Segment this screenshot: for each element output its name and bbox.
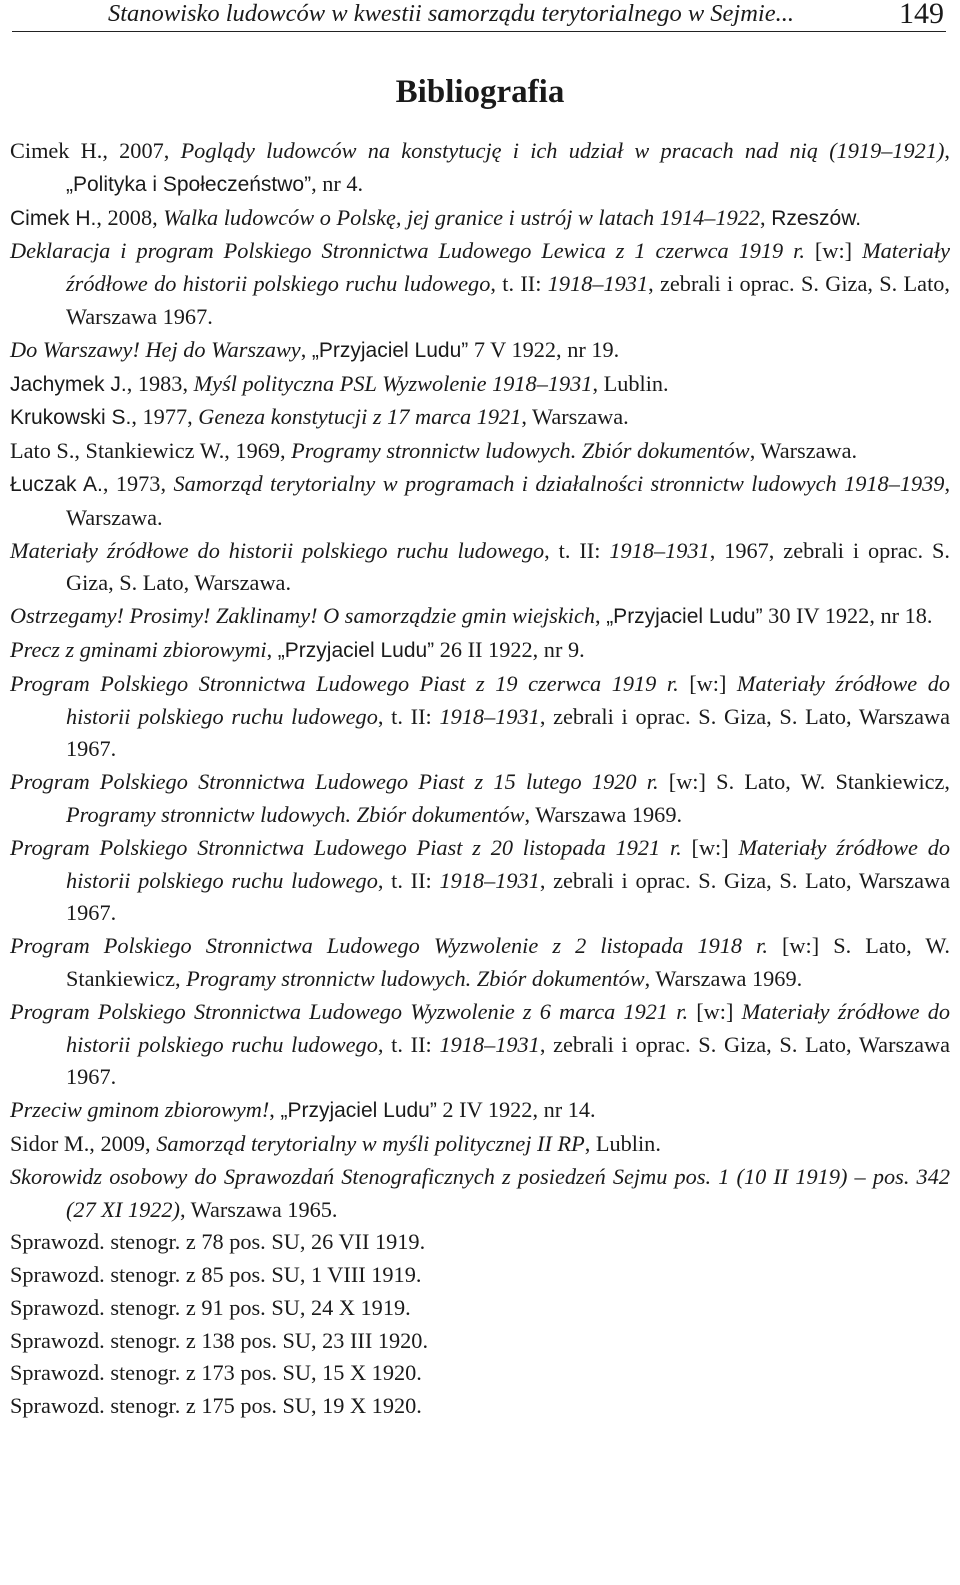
entry-text-segment: „Polityka i Społeczeństwo” — [66, 172, 312, 196]
entry-italic-segment: Samorząd terytorialny w programach i działalności stronnictw ludowych 1918–1939 — [173, 470, 945, 496]
entry-italic-segment: Geneza konstytucji z 17 marca 1921 — [198, 404, 522, 430]
bibliography-entry — [10, 401, 950, 435]
entry-italic-segment: Poglądy ludowców na konstytucję i ich udział w pracach nad nią (1919–1921) — [180, 138, 945, 163]
bibliography-entry — [10, 1259, 950, 1292]
bibliography-list — [10, 135, 950, 1423]
entry-text-segment: [w:] S. Lato, W. Stankiewicz, — [66, 933, 950, 991]
entry-text-segment: , t. II: — [377, 1031, 440, 1057]
entry-text-segment: , — [266, 636, 278, 662]
bibliography-entry — [10, 368, 950, 402]
entry-italic-segment: Do Warszawy! Hej do Warszawy — [10, 336, 301, 362]
entry-text-segment: , 1973, — [102, 470, 174, 496]
entry-text-segment: , zebrali i oprac. S. Giza, S. Lato, Warszawa 1967. — [66, 867, 950, 926]
entry-text-segment: , Warszawa 1969. — [524, 801, 683, 827]
entry-text-segment: , — [300, 336, 312, 362]
entry-italic-segment: Deklaracja i program Polskiego Stronnictwa Ludowego Lewica z 1 czerwca 1919 r. — [10, 238, 805, 264]
entry-text-segment: Sidor M., 2009, — [10, 1130, 157, 1156]
entry-italic-segment: Programy stronnictw ludowych. Zbiór dokumentów — [186, 965, 645, 991]
bibliography-entry — [10, 1161, 950, 1227]
entry-text-segment: , t. II: — [377, 703, 440, 729]
entry-text-segment: , — [595, 603, 607, 629]
entry-italic-segment: Programy stronnictw ludowych. Zbiór dokumentów — [66, 801, 525, 827]
entry-text-segment: , t. II: — [377, 867, 440, 893]
entry-italic-segment: Samorząd terytorialny w myśli politycznej II RP — [156, 1130, 585, 1156]
entry-text-segment: [w:] S. Lato, W. Stankiewicz, — [658, 769, 951, 795]
entry-text-segment: Cimek H. — [10, 206, 97, 230]
entry-italic-segment: Skorowidz osobowy do Sprawozdań Stenograficznych z posiedzeń Sejmu pos. 1 (10 II 1919) – pos. 342 (27 XI 1922) — [10, 1163, 950, 1222]
entry-text-segment: Lato S., Stankiewicz W., 1969, — [10, 438, 292, 464]
bibliography-entry — [10, 634, 950, 668]
bibliography-entry — [10, 766, 950, 832]
entry-text-segment: , 1977, — [131, 404, 199, 430]
entry-text-segment: , t. II: — [544, 537, 610, 563]
section-title: Bibliografia — [395, 74, 565, 110]
entry-text-segment: 30 IV 1922, nr 18. — [762, 603, 933, 629]
entry-text-segment: [w:] — [804, 238, 863, 264]
bibliography-entry — [10, 202, 950, 236]
entry-text-segment: Sprawozd. stenogr. z 175 pos. SU, 19 X 1920. — [10, 1393, 422, 1419]
bibliography-entry — [10, 930, 950, 996]
bibliography-entry — [10, 1325, 950, 1358]
entry-text-segment: , — [944, 138, 950, 163]
entry-italic-segment: 1918–1931 — [547, 271, 649, 297]
entry-text-segment: , Lublin. — [584, 1130, 661, 1156]
bibliography-entry — [10, 996, 950, 1094]
entry-text-segment: , — [760, 204, 772, 230]
entry-italic-segment: Walka ludowców o Polskę, jej granice i ustrój w latach 1914–1922 — [163, 204, 761, 230]
bibliography-entry — [10, 535, 950, 601]
bibliography-entry — [10, 832, 950, 930]
bibliography-entry — [10, 235, 950, 333]
bibliography-entry — [10, 1390, 950, 1423]
bibliography-entry — [10, 1292, 950, 1325]
entry-text-segment: , Lublin. — [592, 370, 669, 396]
entry-text-segment: , — [269, 1097, 281, 1123]
entry-italic-segment: Materiały źródłowe do historii polskiego ruchu ludowego — [66, 998, 950, 1057]
entry-italic-segment: Materiały źródłowe do historii polskiego ruchu ludowego — [10, 537, 545, 563]
entry-text-segment: Sprawozd. stenogr. z 85 pos. SU, 1 VIII 1919. — [10, 1262, 422, 1288]
bibliography-entry — [10, 1357, 950, 1390]
entry-italic-segment: Precz z gminami zbiorowymi — [10, 636, 267, 662]
entry-text-segment: , nr 4. — [311, 170, 364, 196]
entry-text-segment: , 2008, — [96, 204, 164, 230]
entry-text-segment: , 1967, zebrali i oprac. S. Giza, S. Lato, Warszawa. — [66, 537, 950, 596]
entry-text-segment: , Warszawa. — [749, 438, 858, 464]
entry-text-segment: Sprawozd. stenogr. z 78 pos. SU, 26 VII 1919. — [10, 1229, 426, 1255]
bibliography-entry — [10, 1094, 950, 1128]
running-title: Stanowisko ludowców w kwestii samorządu terytorialnego w Sejmie... — [108, 0, 794, 27]
entry-italic-segment: Program Polskiego Stronnictwa Ludowego Wyzwolenie z 2 listopada 1918 r. — [10, 933, 768, 959]
entry-italic-segment: 1918–1931 — [439, 703, 540, 729]
entry-text-segment: , 1983, — [126, 370, 194, 396]
entry-text-segment: [w:] — [678, 670, 737, 696]
bibliography-entry — [10, 435, 950, 468]
entry-italic-segment: Programy stronnictw ludowych. Zbiór dokumentów — [291, 438, 750, 464]
bibliography-entry — [10, 1128, 950, 1161]
entry-text-segment: , Warszawa. — [521, 404, 629, 430]
entry-text-segment: Cimek H., 2007, — [10, 138, 181, 163]
entry-text-segment: „Przyjaciel Ludu” — [606, 605, 763, 629]
entry-text-segment: [w:] — [681, 834, 739, 860]
entry-italic-segment: 1918–1931 — [439, 1031, 540, 1057]
bibliography-entry — [10, 1226, 950, 1259]
page-number: 149 — [899, 0, 944, 30]
entry-italic-segment: 1918–1931 — [439, 867, 540, 893]
entry-text-segment: , Warszawa. — [66, 470, 951, 530]
entry-italic-segment: Ostrzegamy! Prosimy! Zaklinamy! O samorządzie gmin wiejskich — [10, 603, 596, 629]
entry-text-segment: 2 IV 1922, nr 14. — [436, 1097, 596, 1123]
entry-text-segment: , t. II: — [490, 271, 548, 297]
entry-text-segment: , zebrali i oprac. S. Giza, S. Lato, Warszawa 1967. — [66, 1031, 950, 1090]
entry-italic-segment: 1918–1931 — [609, 537, 710, 563]
entry-text-segment: Łuczak A. — [10, 472, 103, 496]
entry-italic-segment: Program Polskiego Stronnictwa Ludowego Piast z 15 lutego 1920 r. — [10, 769, 659, 795]
entry-italic-segment: Materiały źródłowe do historii polskiego ruchu ludowego — [66, 834, 951, 893]
entry-text-segment: Rzeszów. — [771, 206, 862, 230]
entry-text-segment: Krukowski S. — [10, 406, 132, 430]
entry-italic-segment: Materiały źródłowe do historii polskiego ruchu ludowego — [66, 238, 950, 297]
bibliography-entry — [10, 334, 950, 368]
entry-text-segment: Sprawozd. stenogr. z 91 pos. SU, 24 X 1919. — [10, 1294, 411, 1320]
bibliography-entry — [10, 600, 950, 634]
entry-text-segment: , zebrali i oprac. S. Giza, S. Lato, Warszawa 1967. — [66, 271, 950, 329]
entry-italic-segment: Przeciw gminom zbiorowym! — [10, 1097, 270, 1123]
entry-text-segment: „Przyjaciel Ludu” — [277, 638, 435, 662]
entry-text-segment: , zebrali i oprac. S. Giza, S. Lato, Warszawa 1967. — [66, 703, 950, 762]
entry-italic-segment: Myśl polityczna PSL Wyzwolenie 1918–1931 — [193, 370, 593, 396]
bibliography-entry — [10, 135, 950, 202]
entry-text-segment: , Warszawa 1969. — [644, 965, 803, 991]
entry-italic-segment: Program Polskiego Stronnictwa Ludowego Piast z 19 czerwca 1919 r. — [10, 670, 679, 696]
bibliography-entry — [10, 668, 950, 766]
entry-text-segment: , Warszawa 1965. — [179, 1196, 338, 1222]
entry-text-segment: 26 II 1922, nr 9. — [434, 636, 585, 662]
entry-italic-segment: Program Polskiego Stronnictwa Ludowego Wyzwolenie z 6 marca 1921 r. — [10, 998, 689, 1024]
bibliography-entry — [10, 468, 950, 535]
entry-text-segment: [w:] — [688, 998, 742, 1024]
entry-text-segment: Sprawozd. stenogr. z 173 pos. SU, 15 X 1920. — [10, 1360, 422, 1386]
entry-text-segment: Jachymek J. — [10, 372, 127, 396]
entry-text-segment: „Przyjaciel Ludu” — [311, 338, 469, 362]
running-header — [12, 0, 946, 32]
entry-text-segment: „Przyjaciel Ludu” — [280, 1099, 437, 1123]
entry-italic-segment: Program Polskiego Stronnictwa Ludowego Piast z 20 listopada 1921 r. — [10, 834, 682, 860]
entry-text-segment: Sprawozd. stenogr. z 138 pos. SU, 23 III 1920. — [10, 1327, 429, 1353]
entry-text-segment: 7 V 1922, nr 19. — [468, 336, 620, 362]
entry-italic-segment: Materiały źródłowe do historii polskiego ruchu ludowego — [66, 670, 951, 729]
